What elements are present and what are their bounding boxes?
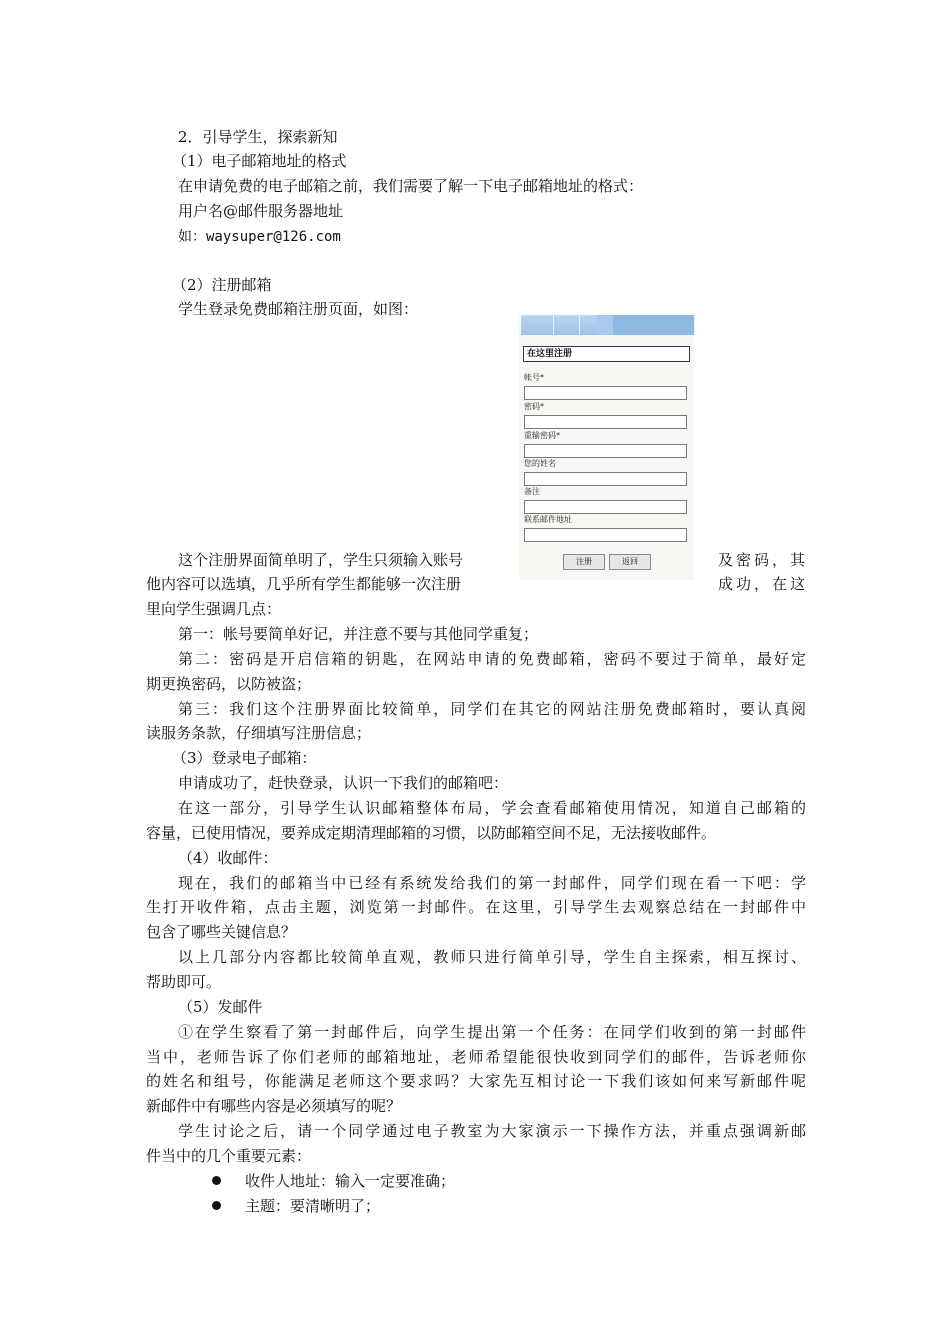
- sub5-p2-line2: 件当中的几个重要元素：: [146, 1147, 312, 1165]
- password-input[interactable]: [524, 415, 687, 429]
- account-label: 帐号*: [524, 373, 544, 382]
- form-title-box: [523, 346, 690, 362]
- sub3-p2-line2: 容量，已使用情况，要养成定期清理邮箱的习惯，以防邮箱空间不足，无法接收邮件。: [146, 824, 717, 842]
- sub5-heading: （5）发邮件: [178, 998, 263, 1016]
- sub2-para-line1-left: 这个注册界面简单明了，学生只须输入账号: [178, 551, 464, 569]
- email-format: 用户名@邮件服务器地址: [178, 202, 344, 220]
- name-label: 您的姓名: [524, 459, 556, 468]
- sub4-p1-line1: 现在，我们的邮箱当中已经有系统发给我们的第一封邮件，同学们现在看一下吧：学: [178, 874, 806, 892]
- bullet-icon: [212, 1201, 221, 1210]
- sub2-para-line2-right-text: 成功，在这: [718, 575, 805, 593]
- bullet-item-1: 收件人地址：输入一定要准确；: [245, 1172, 456, 1190]
- sub4-p2-line2: 帮助即可。: [146, 973, 222, 991]
- sub2-heading: （2）注册邮箱: [172, 276, 272, 294]
- password-label: 密码*: [524, 402, 544, 411]
- contact-email-label: 联系邮件地址: [524, 515, 572, 524]
- sub2-para-line1-right: [718, 549, 805, 571]
- sub5-p1-line4: 新邮件中有哪些内容是必须填写的呢？: [146, 1097, 402, 1115]
- point-1: 第一：帐号要简单好记，并注意不要与其他同学重复；: [178, 625, 539, 643]
- registration-form-screenshot: [519, 315, 694, 580]
- sub5-p1-line2: 当中，老师告诉了你们老师的邮箱地址，老师希望能很快收到同学们的邮件，告诉老师你: [146, 1048, 806, 1066]
- sub4-p1-line3: 包含了哪些关键信息？: [146, 923, 297, 941]
- sub3-heading: （3）登录电子邮箱：: [172, 749, 317, 767]
- point-2-line1: 第二：密码是开启信箱的钥匙，在网站申请的免费邮箱，密码不要过于简单，最好定: [178, 650, 806, 668]
- section-title: 2．引导学生，探索新知: [178, 128, 338, 146]
- remark-label: 备注: [524, 487, 540, 496]
- sub4-p1-line2: 生打开收件箱，点击主题，浏览第一封邮件。在这里，引导学生去观察总结在一封邮件中: [146, 898, 806, 916]
- sub2-para-line3: 里向学生强调几点：: [146, 600, 282, 618]
- sub4-heading: （4）收邮件：: [178, 849, 278, 867]
- sub2-para-line2-left: 他内容可以选填，几乎所有学生都能够一次注册: [146, 575, 462, 593]
- contact-email-input[interactable]: [524, 528, 687, 542]
- email-example: 如：waysuper@126.com: [178, 229, 341, 245]
- remark-input[interactable]: [524, 500, 687, 514]
- sub1-intro: 在申请免费的电子邮箱之前，我们需要了解一下电子邮箱地址的格式：: [178, 177, 644, 195]
- confirm-password-label: 重输密码*: [524, 431, 560, 440]
- account-input[interactable]: [524, 386, 687, 400]
- point-2-line2: 期更换密码，以防被盗；: [146, 675, 312, 693]
- sub4-p2-line1: 以上几部分内容都比较简单直观，教师只进行简单引导，学生自主探索，相互探讨、: [178, 948, 806, 966]
- form-title: 在这里注册: [527, 349, 573, 359]
- sub3-p2-line1: 在这一部分，引导学生认识邮箱整体布局，学会查看邮箱使用情况，知道自己邮箱的: [178, 799, 806, 817]
- confirm-password-input[interactable]: [524, 444, 687, 458]
- sub5-p2-line1: 学生讨论之后，请一个同学通过电子教室为大家演示一下操作方法，并重点强调新邮: [178, 1122, 806, 1140]
- sub5-p1-line3: 的姓名和组号，你能满足老师这个要求吗？大家先互相讨论一下我们该如何来写新邮件呢: [146, 1072, 806, 1090]
- bullet-item-2: 主题：要清晰明了；: [245, 1197, 381, 1215]
- sub2-para-line1-right-text: 及密码，其: [718, 551, 805, 569]
- point-3-line1: 第三：我们这个注册界面比较简单，同学们在其它的网站注册免费邮箱时，要认真阅: [178, 700, 806, 718]
- point-3-line2: 读服务条款，仔细填写注册信息；: [146, 724, 372, 742]
- register-button[interactable]: 注册: [563, 554, 605, 570]
- sub2-intro: 学生登录免费邮箱注册页面，如图：: [178, 300, 419, 318]
- sub1-heading: （1）电子邮箱地址的格式: [172, 152, 347, 170]
- name-input[interactable]: [524, 472, 687, 486]
- sub3-p1: 申请成功了，赶快登录，认识一下我们的邮箱吧：: [178, 774, 509, 792]
- form-banner: [521, 315, 694, 335]
- bullet-icon: [212, 1176, 221, 1185]
- sub2-para-line2-right: [718, 573, 805, 595]
- back-button[interactable]: 返回: [609, 554, 651, 570]
- sub5-p1-line1: ①在学生察看了第一封邮件后，向学生提出第一个任务：在同学们收到的第一封邮件: [178, 1023, 806, 1041]
